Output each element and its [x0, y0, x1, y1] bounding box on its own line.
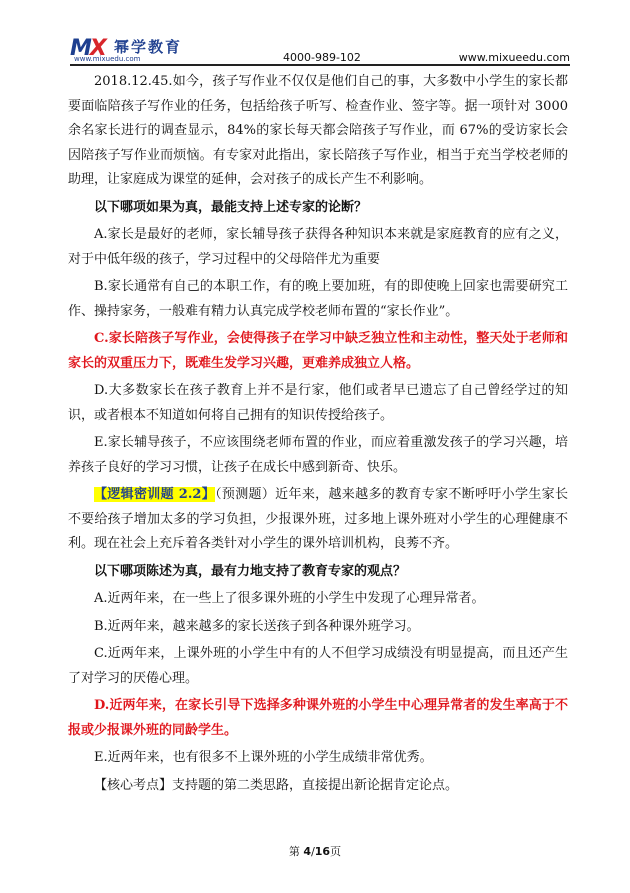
question-2-option-a: A.近两年来，在一些上了很多课外班的小学生中发现了心理异常者。 [94, 591, 485, 606]
question-2-prompt: 以下哪项陈述为真，最有力地支持了教育专家的观点？ [94, 563, 407, 579]
page-number: 4 [303, 845, 312, 858]
question-1-stem: 2018.12.45.如今，孩子写作业不仅仅是他们自己的事，大多数中小学生的家长都要面临陪孩子写作业的任务，包括给孩子听写、检查作业、签字等。据一项针对 3000 余名家长进行的调查显示，84%的家长每天都会陪孩子写作业，而 67%的受访家长会因陪孩子写作业而烦恼。有专家对此指出，家长陪孩子写作业，相当于充当学校老师的助理，让家庭成为课堂的延伸，会对孩子的成长产生不利影响。 [68, 74, 568, 187]
question-2-option-e: E.近两年来，也有很多不上课外班的小学生成绩非常优秀。 [94, 750, 433, 765]
question-2-option-d-answer: D.近两年来，在家长引导下选择多种课外班的小学生中心理异常者的发生率高于不报或少报课外班的同龄学生。 [68, 698, 568, 738]
header-website: www.mixueedu.com [458, 51, 570, 64]
header-phone: 4000-989-102 [283, 51, 361, 64]
document-body [68, 70, 568, 798]
question-2-stem [68, 483, 568, 557]
question-1-option-b: B.家长通常有自己的本职工作，有的晚上要加班，有的即使晚上回家也需要研究工作、操持家务，一般难有精力认真完成学校老师布置的“家长作业”。 [68, 279, 568, 319]
logo-url: www.mixuedu.com [74, 55, 141, 63]
question-2-text: （预测题）近年来，越来越多的教育专家不断呼吁小学生家长不要给孩子增加太多的学习负担，少报课外班，过多地上课外班对小学生的心理健康不利。现在社会上充斥着各类针对小学生的课外培训机构，良莠不齐。 [68, 487, 568, 551]
page-footer: 第 4/16页 [288, 845, 342, 858]
question-1-option-c-answer: C.家长陪孩子写作业，会使得孩子在学习中缺乏独立性和主动性，整天处于老师和家长的双重压力下，既难生发学习兴趣，更难养成独立人格。 [68, 331, 568, 371]
page-total: 16 [314, 845, 331, 858]
question-1-option-d: D.大多数家长在孩子教育上并不是行家，他们或者早已遗忘了自己曾经学过的知识，或者根本不知道如何将自己拥有的知识传授给孩子。 [68, 383, 568, 423]
question-1-option-e: E.家长辅导孩子，不应该围绕老师布置的作业，而应着重激发孩子的学习兴趣，培养孩子良好的学习习惯，让孩子在成长中感到新奇、快乐。 [68, 435, 568, 475]
question-1-prompt: 以下哪项如果为真，最能支持上述专家的论断？ [94, 199, 368, 215]
question-2-option-c: C.近两年来，上课外班的小学生中有的人不但学习成绩没有明显提高，而且还产生了对学习的厌倦心理。 [68, 646, 568, 686]
question-2-option-b: B.近两年来，越来越多的家长送孩子到各种课外班学习。 [94, 618, 420, 634]
header-divider [70, 64, 570, 66]
page-header [70, 36, 570, 66]
logo-mark: MX [70, 36, 105, 61]
question-2-tag: 【逻辑密训题 2.2】 [94, 487, 216, 502]
mixue-logo [70, 36, 210, 66]
logo-chinese-name: 幂学教育 [114, 38, 183, 56]
core-point-note: 【核心考点】支持题的第二类思路，直接提出新论据肯定论点。 [94, 777, 459, 793]
question-1-option-a: A.家长是最好的老师，家长辅导孩子获得各种知识本来就是家庭教育的应有之义，对于中低年级的孩子，学习过程中的父母陪伴尤为重要 [68, 227, 568, 267]
